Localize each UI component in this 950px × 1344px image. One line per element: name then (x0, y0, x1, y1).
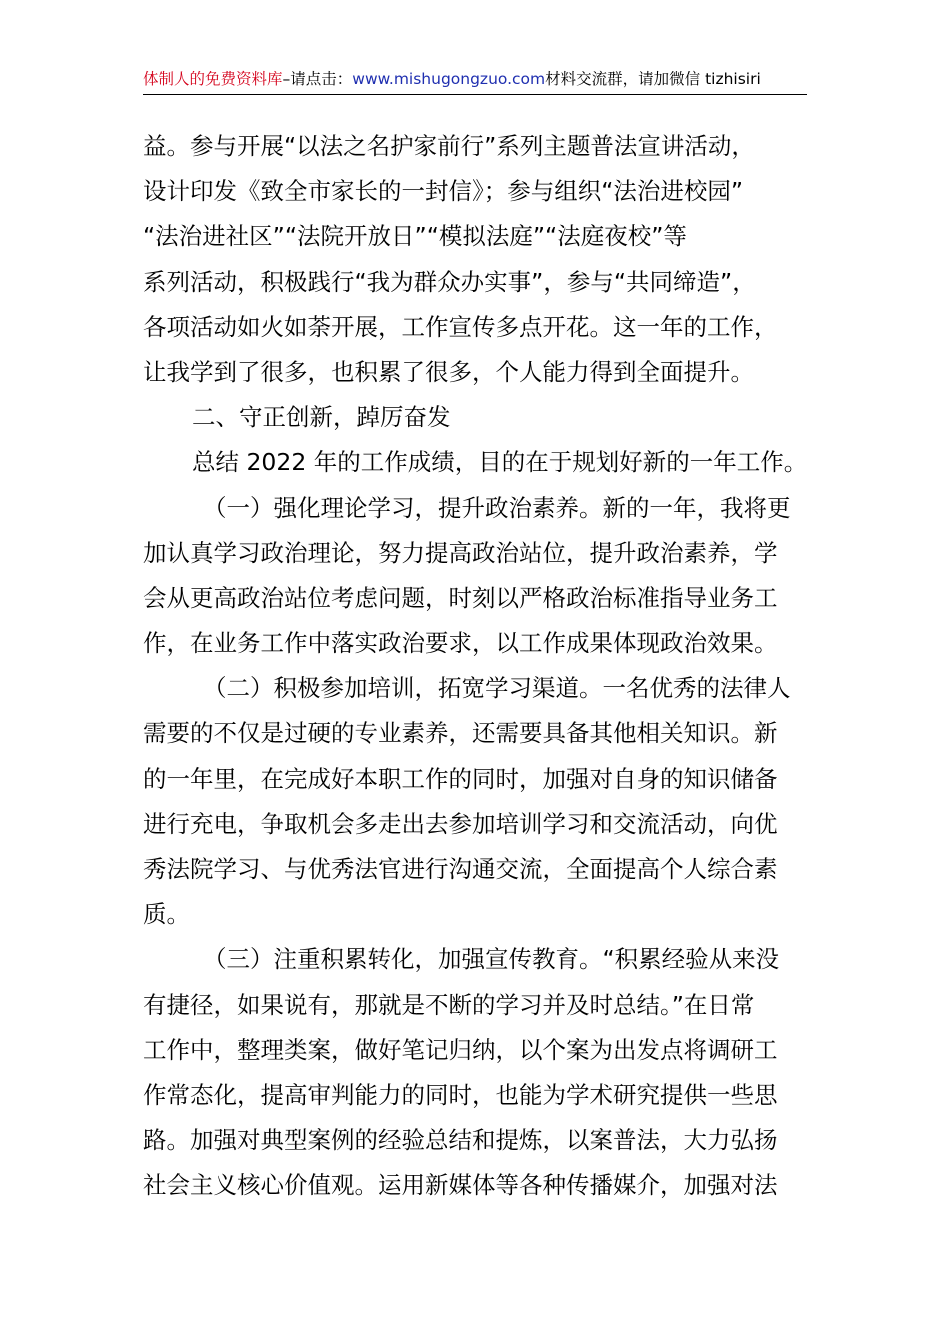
text-line: 设计印发《致全市家长的一封信》；参与组织“法治进校园” (143, 177, 744, 206)
section-heading: 二、守正创新，踔厉奋发 (192, 403, 451, 432)
text-line: 社会主义核心价值观。运用新媒体等各种传播媒介，加强对法 (143, 1171, 778, 1200)
text-line: 进行充电，争取机会多走出去参加培训学习和交流活动，向优 (143, 809, 778, 838)
text-line: 的一年里，在完成好本职工作的同时，加强对自身的知识储备 (143, 764, 778, 793)
subsection-start: （二）积极参加培训，拓宽学习渠道。一名优秀的法律人 (203, 674, 791, 703)
page-header (143, 66, 807, 92)
text-line: 作，在业务工作中落实政治要求，以工作成果体现政治效果。 (143, 629, 778, 658)
paragraph-start: 总结 2022 年的工作成绩，目的在于规划好新的一年工作。 (192, 448, 808, 477)
text-line: 路。加强对典型案例的经验总结和提炼，以案普法，大力弘扬 (143, 1126, 778, 1155)
text-line: 加认真学习政治理论，努力提高政治站位，提升政治素养，学 (143, 538, 778, 567)
document-body (143, 124, 813, 1209)
header-link[interactable]: www.mishugongzuo.com (352, 70, 546, 88)
text-line: 有捷径，如果说有，那就是不断的学习并及时总结。”在日常 (143, 990, 755, 1019)
text-line: 益。参与开展“以法之名护家前行”系列主题普法宣讲活动， (143, 132, 755, 160)
subsection-start: （三）注重积累转化，加强宣传教育。“积累经验从来没 (203, 945, 780, 974)
text-line: 各项活动如火如荼开展，工作宣传多点开花。这一年的工作， (143, 312, 778, 341)
header-contact: 材料交流群，请加微信 tizhisiri (545, 70, 761, 88)
text-line: 质。 (143, 900, 190, 929)
text-line: 秀法院学习、与优秀法官进行沟通交流，全面提高个人综合素 (143, 855, 778, 883)
subsection-start: （一）强化理论学习，提升政治素养。新的一年，我将更 (203, 493, 791, 522)
text-line: “法治进社区”“法院开放日”“模拟法庭”“法庭夜校”等 (143, 222, 687, 251)
text-line: 需要的不仅是过硬的专业素养，还需要具备其他相关知识。新 (143, 719, 778, 748)
text-line: 会从更高政治站位考虑问题，时刻以严格政治标准指导业务工 (143, 583, 778, 612)
header-divider (143, 94, 807, 95)
text-line: 系列活动，积极践行“我为群众办实事”，参与“共同缔造”， (143, 267, 756, 296)
header-brand: 体制人的免费资料库 (143, 70, 283, 88)
text-line: 作常态化，提高审判能力的同时，也能为学术研究提供一些思 (143, 1080, 778, 1109)
header-prompt: –请点击： (282, 70, 353, 88)
text-line: 让我学到了很多，也积累了很多，个人能力得到全面提升。 (143, 357, 754, 386)
text-line: 工作中，整理类案，做好笔记归纳，以个案为出发点将调研工 (143, 1035, 778, 1064)
